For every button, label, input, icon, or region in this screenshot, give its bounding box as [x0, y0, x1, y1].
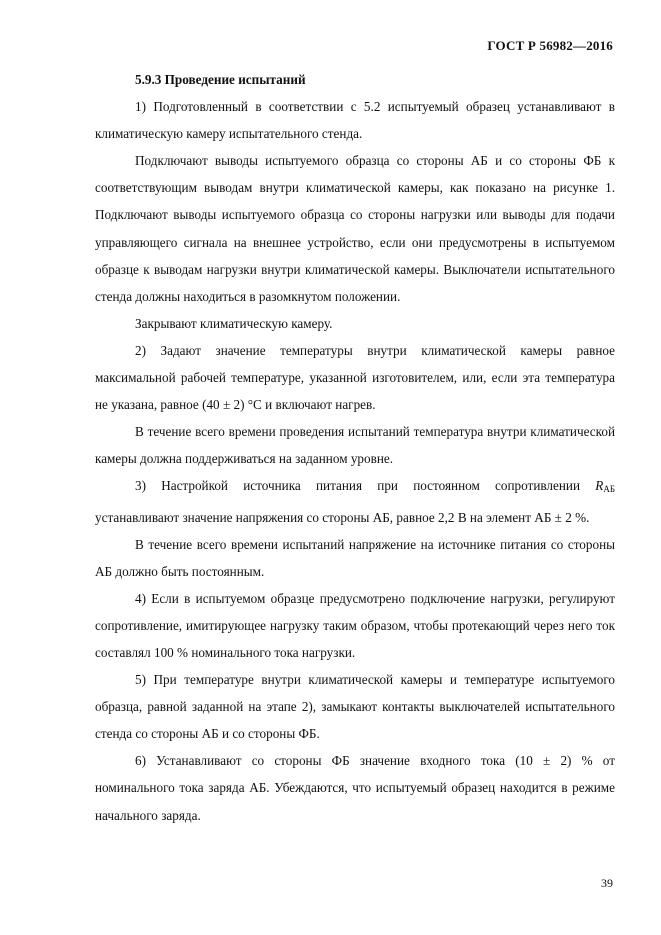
- document-body: [95, 66, 615, 829]
- paragraph-voltage-constant: В течение всего времени испытаний напряжение на источнике питания со стороны АБ должно быть постоянным.: [95, 536, 615, 579]
- paragraph-connection: Подключают выводы испытуемого образца со стороны АБ и со стороны ФБ к соответствующим выводам внутри климатической камеры, как показано на рисунке 1. Подключают выводы испытуемого образца со стороны нагрузки или выводы для подачи управляющего сигнала на внешнее устройство, если они предусмотрены в испытуемом образце к выводам нагрузки внутри климатической камеры. Выключатели испытательного стенда должны находиться в разомкнутом положении.: [95, 153, 615, 304]
- paragraph-step-2: 2) Задают значение температуры внутри климатической камеры равное максимальной рабочей температуре, указанной изготовителем, или, если эта температура не указана, равное (40 ± 2) °С и включают нагрев.: [95, 342, 615, 413]
- page-number: 39: [601, 876, 613, 890]
- step-3-text-before: 3) Настройкой источника питания при постоянном сопротивлении: [135, 478, 596, 494]
- paragraph-step-4: 4) Если в испытуемом образце предусмотрено подключение нагрузки, регулируют сопротивление, имитирующее нагрузку таким образом, чтобы протекающий через него ток составлял 100 % номинального тока нагрузки.: [95, 590, 615, 660]
- paragraph-step-1: 1) Подготовленный в соответствии с 5.2 испытуемый образец устанавливают в климатическую камеру испытательного стенда.: [95, 99, 615, 142]
- resistance-symbol: R: [595, 478, 604, 494]
- section-title: 5.9.3 Проведение испытаний: [135, 72, 306, 87]
- step-3-text-after: устанавливают значение напряжения со стороны АБ, равное 2,2 В на элемент АБ ± 2 %.: [95, 509, 590, 525]
- paragraph-close-chamber: Закрывают климатическую камеру.: [135, 315, 333, 331]
- paragraph-step-5: 5) При температуре внутри климатической камеры и температуре испытуемого образца, равной заданной на этапе 2), замыкают контакты выключателей испытательного стенда со стороны АБ и со стороны ФБ.: [95, 672, 615, 742]
- document-code-header: ГОСТ Р 56982—2016: [487, 38, 613, 53]
- paragraph-step-6: 6) Устанавливают со стороны ФБ значение входного тока (10 ± 2) % от номинального тока заряда АБ. Убеждаются, что испытуемый образец находится в режиме начального заряда.: [95, 753, 615, 823]
- resistance-subscript: АБ: [603, 484, 615, 495]
- paragraph-temperature-maintain: В течение всего времени проведения испытаний температура внутри климатической камеры должна поддерживаться на заданном уровне.: [95, 424, 615, 467]
- paragraph-step-3: [95, 472, 615, 530]
